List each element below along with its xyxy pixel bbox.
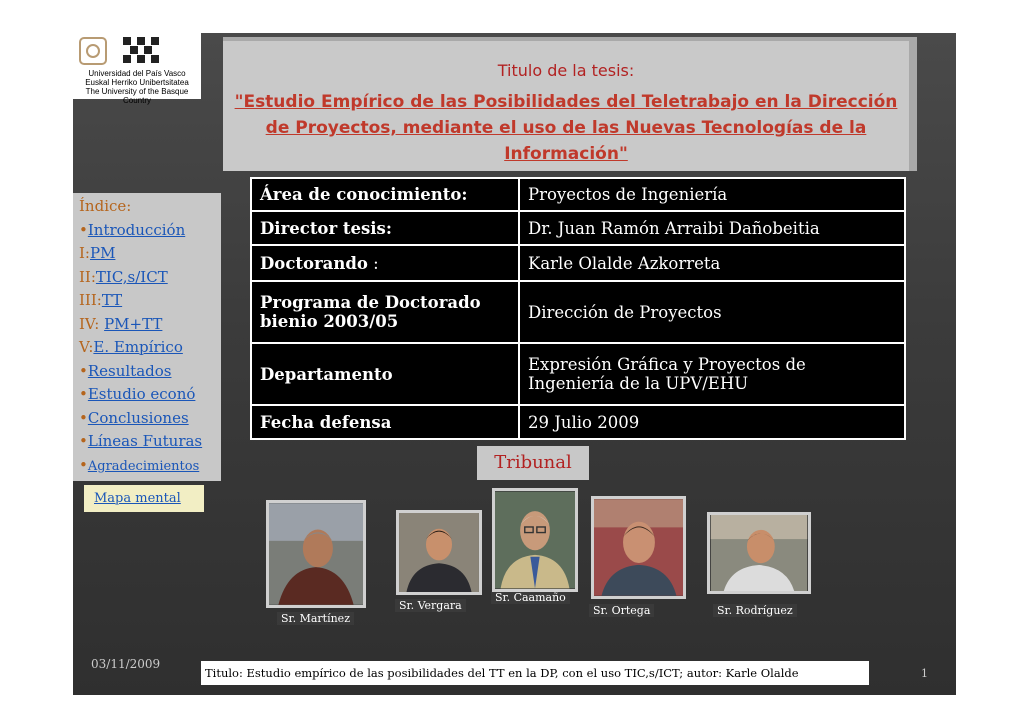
info-value: Dr. Juan Ramón Arraibi Dañobeitia — [519, 211, 905, 245]
index-link[interactable]: Conclusiones — [87, 408, 189, 427]
index-item-introduccion[interactable] — [79, 219, 215, 243]
info-row — [251, 211, 905, 245]
info-row — [251, 405, 905, 439]
photo-rodriguez — [707, 512, 811, 594]
info-value: Expresión Gráfica y Proyectos de Ingeniería de la UPV/EHU — [519, 343, 905, 405]
info-label: Área de conocimiento: — [251, 178, 519, 211]
info-label: Director tesis: — [251, 211, 519, 245]
index-prefix: • — [79, 455, 88, 474]
info-value: Dirección de Proyectos — [519, 281, 905, 343]
tribunal-label: Tribunal — [477, 446, 589, 480]
index-prefix: • — [79, 220, 88, 239]
info-label: Departamento — [251, 343, 519, 405]
index-prefix: • — [79, 408, 88, 427]
page-number: 1 — [921, 667, 928, 680]
slide-date: 03/11/2009 — [91, 657, 161, 671]
mapa-mental-link[interactable]: Mapa mental — [84, 485, 204, 512]
index-link[interactable]: TIC,s/ICT — [95, 267, 168, 286]
index-link[interactable]: Introducción — [87, 220, 186, 239]
caption-caamano: Sr. Caamaño — [491, 591, 570, 604]
slide-footer: Titulo: Estudio empírico de las posibilidades del TT en la DP, con el uso TIC,s/ICT; autor: Karle Olalde — [201, 661, 869, 685]
slide — [73, 33, 956, 695]
index-link[interactable]: PM+TT — [104, 314, 163, 333]
portrait-icon — [594, 499, 683, 596]
info-label-suffix: : — [367, 253, 379, 273]
portrait-icon — [399, 513, 479, 592]
portrait-icon — [710, 515, 808, 591]
index-item-resultados[interactable] — [79, 360, 215, 384]
logo-tree-icon — [123, 37, 159, 63]
logo-line-1: Universidad del País Vasco — [88, 69, 186, 78]
index-item-pm[interactable] — [79, 242, 215, 266]
index-item-tic[interactable] — [79, 266, 215, 290]
title-heading: Titulo de la tesis: — [497, 61, 635, 80]
index-item-estudio[interactable] — [79, 383, 215, 407]
index-item-tt[interactable] — [79, 289, 215, 313]
index-prefix: • — [79, 432, 88, 450]
caption-rodriguez: Sr. Rodríguez — [713, 604, 797, 617]
index-prefix: V: — [79, 338, 94, 356]
portrait-icon — [495, 491, 575, 589]
index-panel — [73, 193, 221, 481]
info-row — [251, 343, 905, 405]
info-label: Fecha defensa — [251, 405, 519, 439]
index-item-lineas[interactable] — [79, 430, 215, 454]
index-link[interactable]: Estudio econó — [87, 385, 196, 403]
info-label-text: Doctorando — [260, 253, 368, 273]
index-heading: Índice: — [79, 197, 132, 215]
photo-ortega — [591, 496, 686, 599]
index-link[interactable]: TT — [101, 291, 123, 309]
info-label: Programa de Doctorado bienio 2003/05 — [251, 281, 519, 343]
photo-caamano — [492, 488, 578, 592]
info-row — [251, 281, 905, 343]
index-item-empirico[interactable] — [79, 336, 215, 360]
logo-line-2: Euskal Herriko Unibertsitatea — [85, 78, 189, 87]
portrait-icon — [269, 503, 363, 605]
info-row — [251, 245, 905, 281]
info-value: Proyectos de Ingeniería — [519, 178, 905, 211]
index-item-conclusiones[interactable] — [79, 407, 215, 431]
logo-text — [73, 69, 201, 105]
caption-ortega: Sr. Ortega — [589, 604, 654, 617]
thesis-title: "Estudio Empírico de las Posibilidades del Teletrabajo en la Dirección de Proyectos, mediante el uso de las Nuevas Tecnologías de la Información" — [234, 92, 898, 164]
logo-emblem-icon — [79, 37, 107, 65]
index-item-agradecimientos[interactable] — [79, 454, 215, 479]
index-prefix: • — [79, 385, 88, 403]
index-link[interactable]: E. Empírico — [93, 338, 183, 356]
index-link[interactable]: Agradecimientos — [87, 458, 200, 474]
index-prefix: IV: — [79, 314, 105, 333]
photo-vergara — [396, 510, 482, 595]
caption-martinez: Sr. Martínez — [277, 612, 354, 625]
info-value: Karle Olalde Azkorreta — [519, 245, 905, 281]
index-link[interactable]: PM — [89, 244, 116, 262]
index-prefix: • — [79, 361, 88, 380]
logo-line-3: The University of the Basque Country — [85, 87, 189, 105]
thesis-info-table — [250, 177, 906, 440]
index-link[interactable]: Resultados — [87, 361, 172, 380]
index-item-pm-tt[interactable] — [79, 313, 215, 337]
index-prefix: II: — [79, 267, 96, 286]
thesis-title-box — [223, 37, 917, 171]
index-prefix: III: — [79, 291, 102, 309]
info-value: 29 Julio 2009 — [519, 405, 905, 439]
index-prefix: I: — [79, 244, 90, 262]
info-label — [251, 245, 519, 281]
university-logo — [73, 33, 201, 105]
info-row — [251, 178, 905, 211]
caption-vergara: Sr. Vergara — [395, 599, 466, 612]
photo-martinez — [266, 500, 366, 608]
index-link[interactable]: Líneas Futuras — [87, 432, 203, 450]
